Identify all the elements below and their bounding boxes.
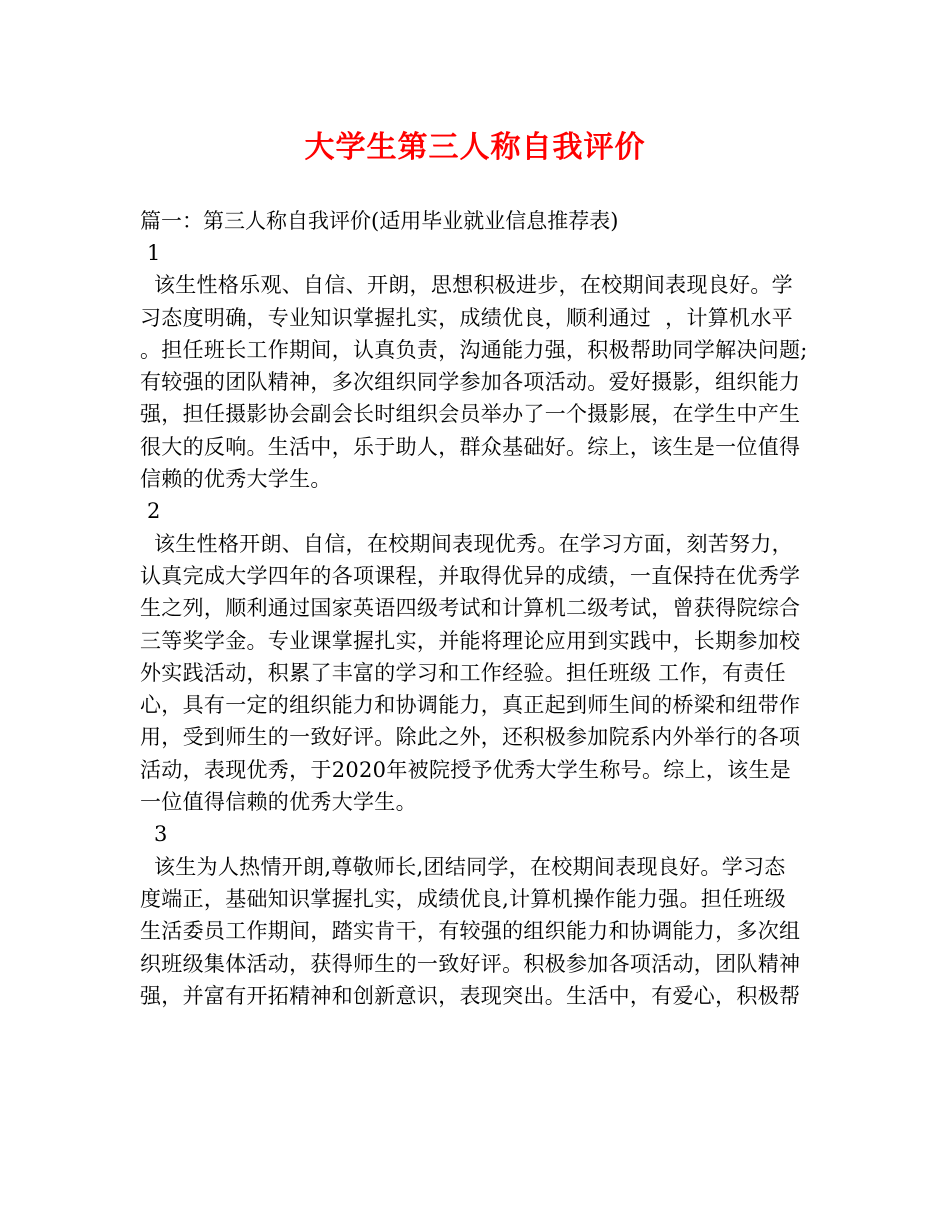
text-line: 生活委员工作期间，踏实肯干，有较强的组织能力和协调能力，多次组 [140,919,801,944]
document-subtitle: 篇一：第三人称自我评价(适用毕业就业信息推荐表) [140,209,619,233]
text-line: 1 [140,241,161,265]
text-line: 。担任班长工作期间，认真负责，沟通能力强，积极帮助同学解决问题; [140,337,808,362]
text-line: 心，具有一定的组织能力和协调能力，真正起到师生间的桥梁和纽带作 [140,693,801,718]
text-line: 认真完成大学四年的各项课程，并取得优异的成绩，一直保持在优秀学 [140,563,801,588]
text-line: 该生为人热情开朗,尊敬师长,团结同学，在校期间表现良好。学习态 [140,854,786,879]
document-title: 大学生第三人称自我评价 [304,130,646,165]
text-line: 一位值得信赖的优秀大学生。 [140,790,417,815]
text-line: 三等奖学金。专业课掌握扎实，并能将理论应用到实践中，长期参加校 [140,628,801,653]
text-line: 3 [140,822,168,847]
text-line: 强，担任摄影协会副会长时组织会员举办了一个摄影展，在学生中产生 [140,402,801,427]
text-line: 该生性格乐观、自信、开朗，思想积极进步，在校期间表现良好。学 [140,273,793,298]
text-line: 很大的反响。生活中，乐于助人，群众基础好。综上，该生是一位值得 [140,434,801,459]
text-line: 强，并富有开拓精神和创新意识，表现突出。生活中，有爱心，积极帮 [140,983,801,1008]
text-line: 度端正，基础知识掌握扎实，成绩优良,计算机操作能力强。担任班级 [140,886,786,911]
text-line: 用，受到师生的一致好评。除此之外，还积极参加院系内外举行的各项 [140,725,801,750]
text-line: 织班级集体活动，获得师生的一致好评。积极参加各项活动，团队精神 [140,951,801,976]
text-line: 外实践活动，积累了丰富的学习和工作经验。担任班级 工作，有责任 [140,660,786,685]
text-line: 活动，表现优秀，于2020年被院授予优秀大学生称号。综上，该生是 [140,757,792,782]
text-line: 2 [140,499,161,524]
text-line: 生之列，顺利通过国家英语四级考试和计算机二级考试，曾获得院综合 [140,596,801,621]
document-body [140,237,820,1012]
text-line: 信赖的优秀大学生。 [140,467,332,492]
text-line: 习态度明确，专业知识掌握扎实，成绩优良，顺利通过 ，计算机水平 [140,305,793,330]
text-line: 有较强的团队精神，多次组织同学参加各项活动。爱好摄影，组织能力 [140,370,801,395]
text-line: 该生性格开朗、自信，在校期间表现优秀。在学习方面，刻苦努力， [140,531,793,556]
